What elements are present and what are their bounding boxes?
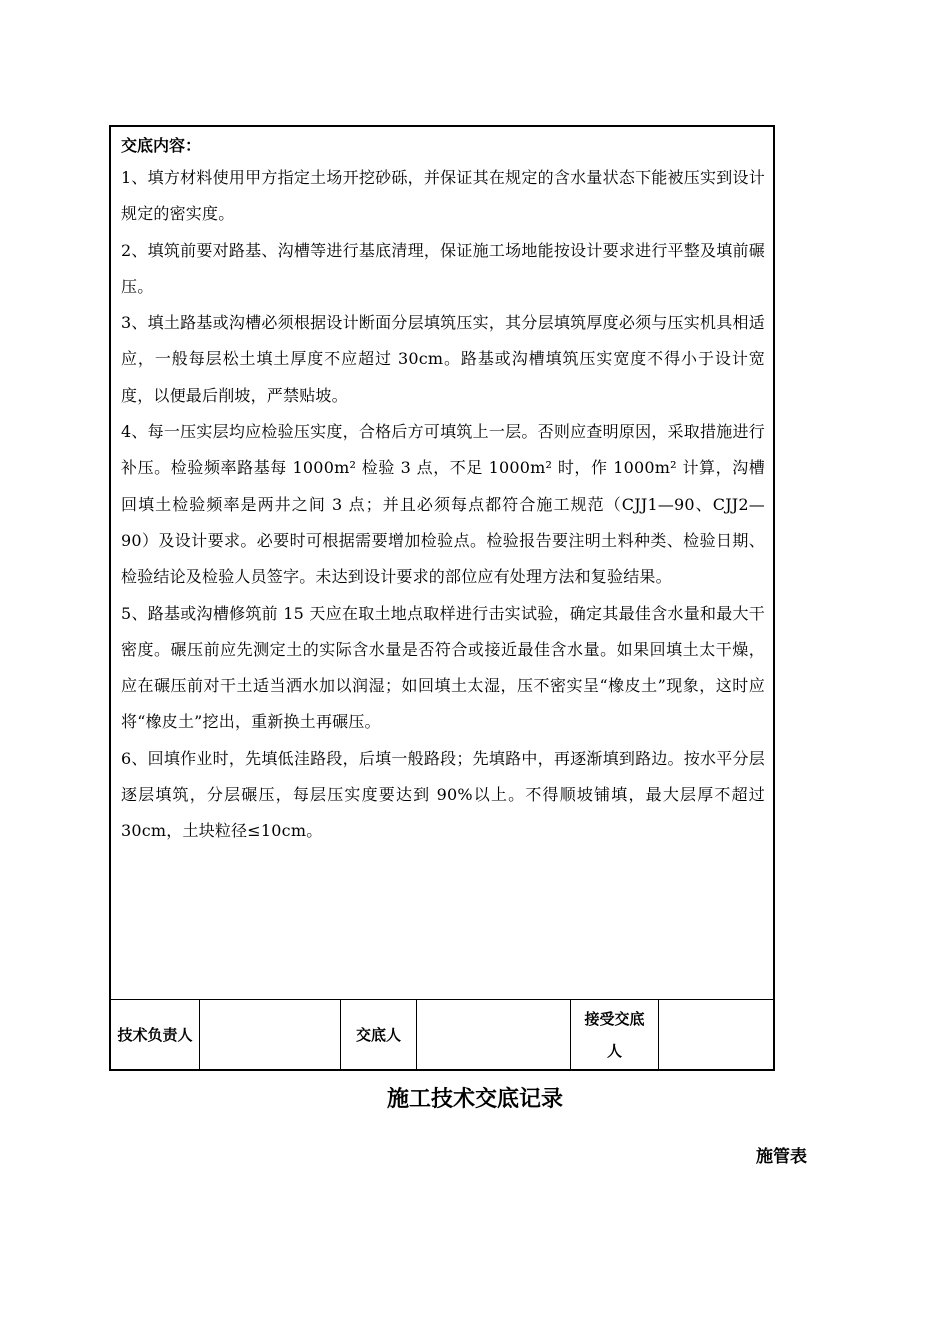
tech-lead-label: 技术负责人 <box>111 1000 200 1069</box>
record-title: 施工技术交底记录 <box>386 1087 563 1112</box>
content-paragraph-4: 4、每一压实层均应检验压实度，合格后方可填筑上一层。否则应查明原因，采取措施进行补压。检验频率路基每 1000m² 检验 3 点，不足 1000m² 时，作 1000m² 计算，沟槽回填土检验频率是两井之间 3 点；并且必须每点都符合施工规范（CJJ1—90、CJJ2—90）及设计要求。必要时可根据需要增加检验点。检验报告要注明土料种类、检验日期、检验结论及检验人员签字。未达到设计要求的部位应有处理方法和复验结果。 <box>121 422 765 587</box>
disclosure-content-cell <box>111 127 773 999</box>
receiver-label: 接受交底人 <box>571 1000 659 1069</box>
content-paragraph-6: 6、回填作业时，先填低洼路段，后填一般路段；先填路中，再逐渐填到路边。按水平分层逐层填筑，分层碾压，每层压实度要达到 90%以上。不得顺坡铺填，最大层厚不超过 30cm，土块粒径≤10cm。 <box>121 748 765 841</box>
discloser-field[interactable] <box>417 1000 571 1069</box>
content-heading: 交底内容： <box>121 136 202 155</box>
signature-row <box>111 999 773 1071</box>
discloser-label: 交底人 <box>341 1000 417 1069</box>
tech-lead-field[interactable] <box>200 1000 341 1069</box>
content-paragraph-2: 2、填筑前要对路基、沟槽等进行基底清理，保证施工场地能按设计要求进行平整及填前碾压。 <box>121 240 765 296</box>
disclosure-form <box>109 125 775 1071</box>
content-paragraph-5: 5、路基或沟槽修筑前 15 天应在取土地点取样进行击实试验，确定其最佳含水量和最大干密度。碾压前应先测定土的实际含水量是否符合或接近最佳含水量。如果回填土太干燥，应在碾压前对干土适当洒水加以润湿；如回填土太湿，压不密实呈“橡皮土”现象，这时应将“橡皮土”挖出，重新换土再碾压。 <box>121 603 765 732</box>
form-code: 施管表 <box>756 1147 807 1167</box>
receiver-field[interactable] <box>659 1000 773 1069</box>
content-paragraph-3: 3、填土路基或沟槽必须根据设计断面分层填筑压实，其分层填筑厚度必须与压实机具相适应，一般每层松土填土厚度不应超过 30cm。路基或沟槽填筑压实宽度不得小于设计宽度，以便最后削坡，严禁贴坡。 <box>121 313 765 405</box>
content-paragraph-1: 1、填方材料使用甲方指定土场开挖砂砾，并保证其在规定的含水量状态下能被压实到设计规定的密实度。 <box>121 168 765 224</box>
